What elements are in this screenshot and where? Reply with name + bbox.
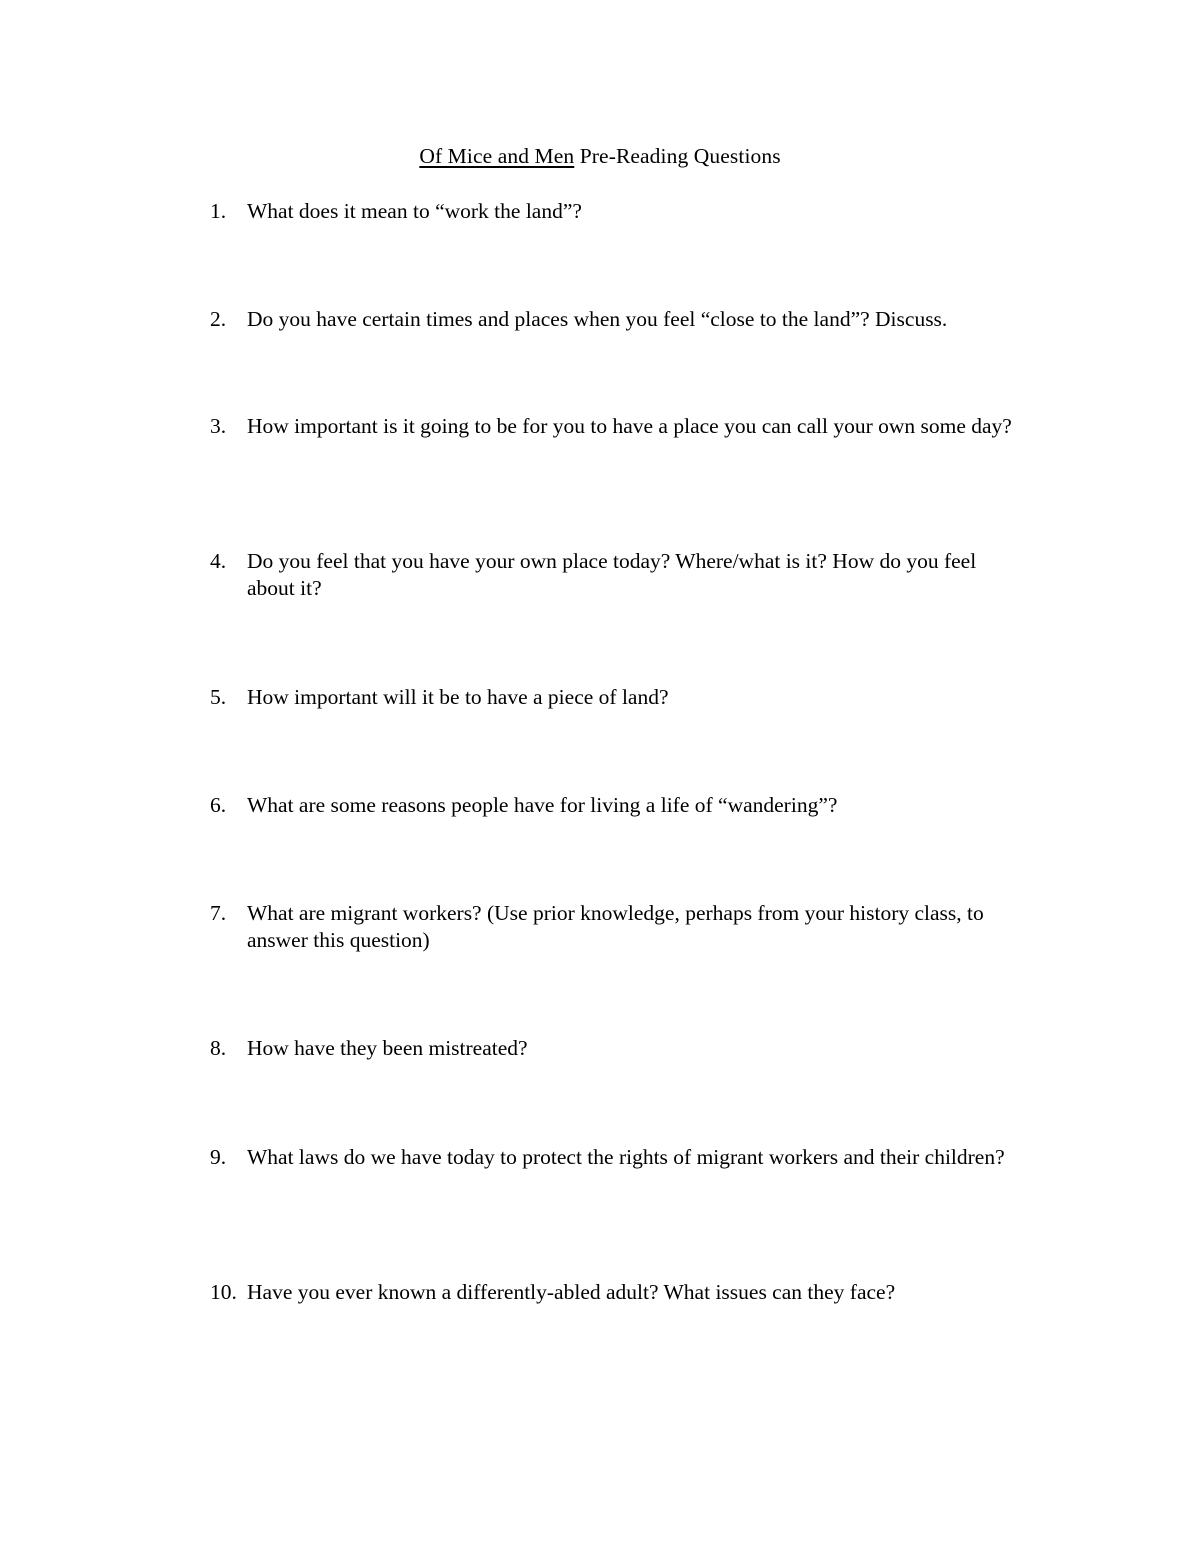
question-text: How have they been mistreated? [247, 1036, 528, 1060]
question-item [210, 548, 1030, 602]
question-text: What laws do we have today to protect the rights of migrant workers and their children? [247, 1145, 1005, 1169]
question-number: 8. [210, 1036, 227, 1060]
question-number: 10. [210, 1280, 237, 1304]
question-text: Do you have certain times and places when you feel “close to the land”? Discuss. [247, 307, 948, 331]
page-title [0, 143, 1200, 169]
question-number: 4. [210, 549, 227, 573]
question-item [210, 198, 1030, 225]
question-number: 3. [210, 414, 227, 438]
question-item [210, 1035, 1030, 1062]
question-text: What are migrant workers? (Use prior knowledge, perhaps from your history class, to answer this question) [247, 901, 984, 952]
question-item [210, 900, 1030, 954]
question-number: 6. [210, 793, 227, 817]
question-number: 7. [210, 901, 227, 925]
question-number: 9. [210, 1145, 227, 1169]
question-text: How important is it going to be for you to have a place you can call your own some day? [247, 414, 1012, 438]
book-title: Of Mice and Men [419, 144, 575, 168]
question-text: Do you feel that you have your own place today? Where/what is it? How do you feel about it? [247, 549, 977, 600]
question-item [210, 1144, 1030, 1171]
question-item [210, 684, 1030, 711]
question-number: 1. [210, 199, 227, 223]
question-text: What are some reasons people have for living a life of “wandering”? [247, 793, 838, 817]
question-text: Have you ever known a differently-abled adult? What issues can they face? [247, 1280, 896, 1304]
question-item [210, 792, 1030, 819]
title-suffix: Pre-Reading Questions [574, 144, 781, 168]
question-item [210, 306, 1030, 333]
question-number: 2. [210, 307, 227, 331]
question-item [210, 1279, 1030, 1306]
question-number: 5. [210, 685, 227, 709]
question-text: How important will it be to have a piece of land? [247, 685, 669, 709]
question-text: What does it mean to “work the land”? [247, 199, 582, 223]
question-item [210, 413, 1030, 440]
